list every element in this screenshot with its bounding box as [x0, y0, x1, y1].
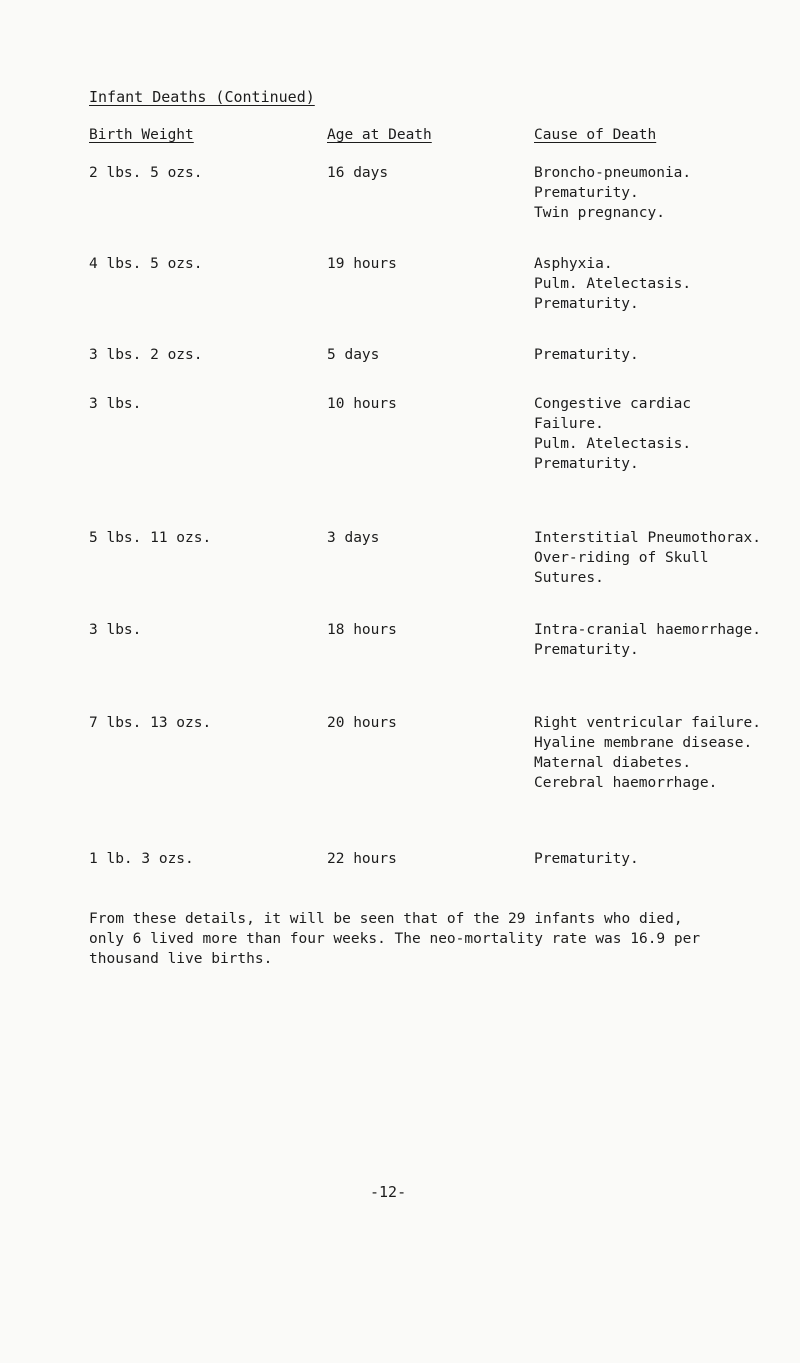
cause-line: Maternal diabetes. [534, 755, 692, 771]
age-at-death-cell: 3 days [327, 530, 380, 546]
cause-line: Pulm. Atelectasis. [534, 276, 692, 292]
cause-line: Twin pregnancy. [534, 205, 665, 221]
cause-line: Interstitial Pneumothorax. [534, 530, 761, 546]
cause-line: Intra-cranial haemorrhage. [534, 622, 761, 638]
cause-of-death-cell [534, 345, 639, 365]
cause-line: Prematurity. [534, 456, 639, 472]
birth-weight-cell: 2 lbs. 5 ozs. [89, 165, 203, 181]
age-at-death-cell: 22 hours [327, 851, 397, 867]
cause-of-death-cell [534, 163, 691, 223]
cause-line: Congestive cardiac [534, 396, 692, 412]
birth-weight-cell: 3 lbs. [89, 396, 142, 412]
cause-of-death-cell [534, 849, 639, 869]
page-title: Infant Deaths (Continued) [89, 88, 315, 106]
age-at-death-cell: 19 hours [327, 256, 397, 272]
column-header-age-at-death: Age at Death [327, 127, 432, 143]
cause-line: Broncho-pneumonia. [534, 165, 692, 181]
cause-line: Pulm. Atelectasis. [534, 436, 692, 452]
age-at-death-cell: 18 hours [327, 622, 397, 638]
cause-line: Asphyxia. [534, 256, 613, 272]
cause-of-death-cell [534, 394, 691, 474]
column-header-birth-weight: Birth Weight [89, 127, 194, 143]
page-number: -12- [370, 1183, 407, 1201]
age-at-death-cell: 20 hours [327, 715, 397, 731]
cause-line: Cerebral haemorrhage. [534, 775, 718, 791]
cause-line: Hyaline membrane disease. [534, 735, 753, 751]
birth-weight-cell: 5 lbs. 11 ozs. [89, 530, 212, 546]
age-at-death-cell: 10 hours [327, 396, 397, 412]
cause-of-death-cell [534, 254, 691, 314]
cause-of-death-cell [534, 528, 761, 588]
cause-line: Prematurity. [534, 642, 639, 658]
cause-of-death-cell [534, 713, 761, 793]
birth-weight-cell: 3 lbs. 2 ozs. [89, 347, 203, 363]
cause-line: Over-riding of Skull [534, 550, 709, 566]
birth-weight-cell: 3 lbs. [89, 622, 142, 638]
birth-weight-cell: 1 lb. 3 ozs. [89, 851, 194, 867]
birth-weight-cell: 4 lbs. 5 ozs. [89, 256, 203, 272]
cause-line: Prematurity. [534, 185, 639, 201]
birth-weight-cell: 7 lbs. 13 ozs. [89, 715, 212, 731]
summary-paragraph: From these details, it will be seen that of the 29 infants who died, only 6 lived more than four weeks. The neo-mortality rate was 16.9 per thousand live births. [89, 911, 701, 967]
cause-line: Prematurity. [534, 347, 639, 363]
cause-line: Right ventricular failure. [534, 715, 761, 731]
cause-line: Sutures. [534, 570, 604, 586]
column-header-cause-of-death: Cause of Death [534, 127, 657, 143]
age-at-death-cell: 5 days [327, 347, 380, 363]
cause-line: Prematurity. [534, 851, 639, 867]
age-at-death-cell: 16 days [327, 165, 389, 181]
cause-line: Prematurity. [534, 296, 639, 312]
cause-of-death-cell [534, 620, 761, 660]
cause-line: Failure. [534, 416, 604, 432]
